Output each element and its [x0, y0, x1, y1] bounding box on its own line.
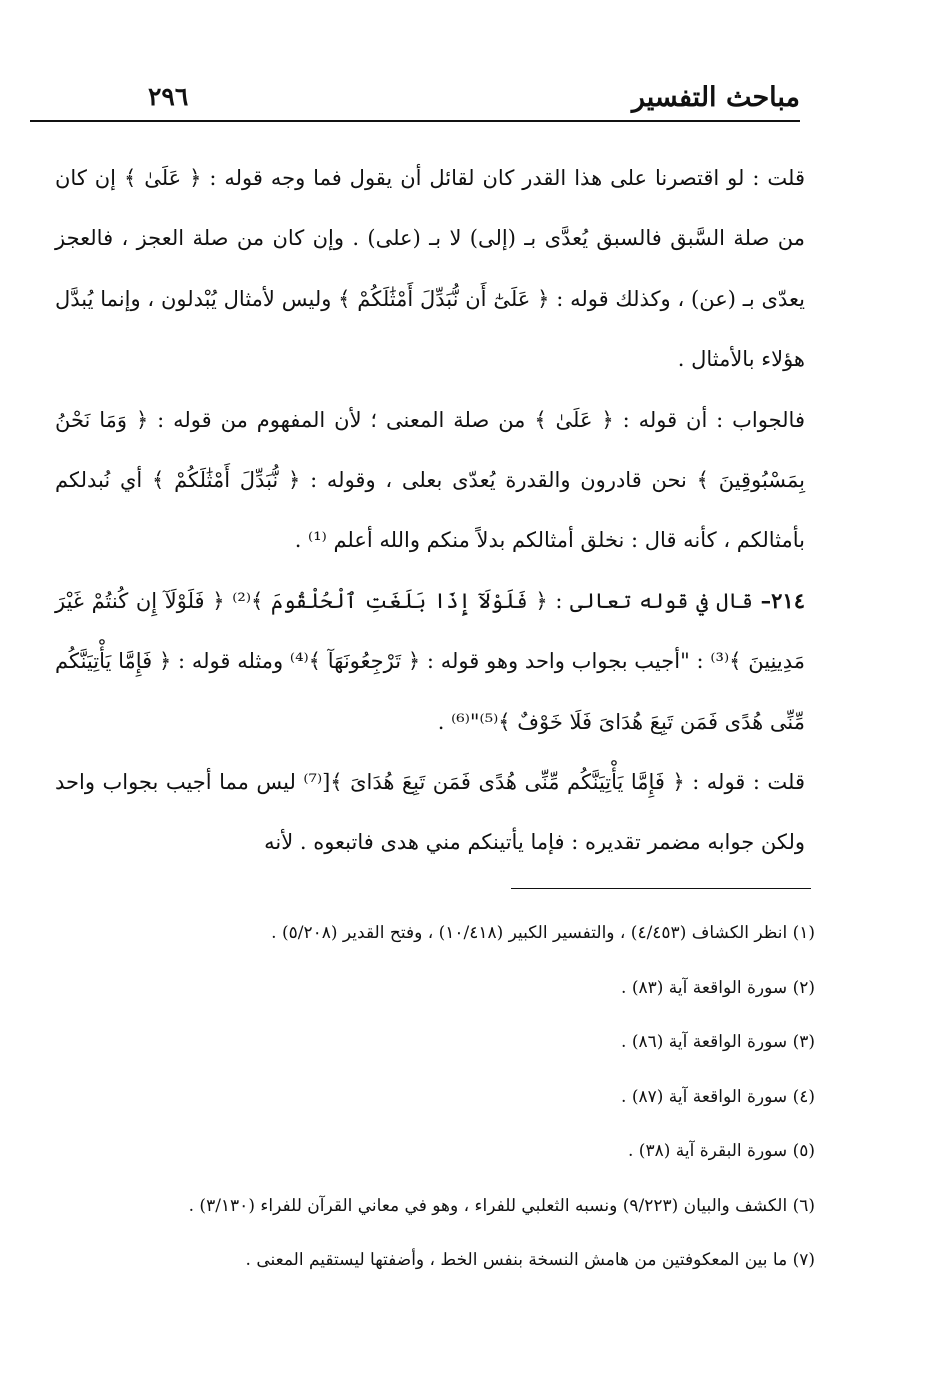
- text-line: إن كان من صلة السَّبق فالسبق يُعدَّى بـ (إلى) لا بـ (على) . وإن كان من صلة: [55, 166, 805, 251]
- footnote-7: (٧) ما بين المعكوفتين من هامش النسخة بنفس الخط ، وأضفتها ليستقيم المعنى .: [245, 1250, 815, 1270]
- page-header: [30, 78, 800, 118]
- entry-number: ٢١٤–: [760, 587, 805, 613]
- text-line: هُدًى فَمَن تَبِعَ هُدَاىَ فَلَا خَوْفٌ ﴾⁽⁵⁾"⁽⁶⁾ .: [437, 709, 764, 734]
- footnote-3: (٣) سورة الواقعة آية (٨٦) .: [621, 1032, 815, 1052]
- text-line: لأمثال يُبْدلون ، وإنما يُبدَّل هؤلاء بالأمثال .: [55, 286, 805, 372]
- text-line: قال في قوله تعالى : ﴿ فَلَوْلَآ إِذَا بَلَغَتِ ٱلْحُلْقُومَ ﴾⁽²⁾ ﴿ فَلَوْلَآ إِن كُنتُمْ غَيْرَ مَدِينِينَ ﴾⁽³⁾ :: [55, 588, 805, 674]
- text-line: العجز ، فالعجز يعدّى بـ (عن) ، وكذلك قوله : ﴿ عَلَىٰٓ أَن نُّبَدِّلَ أَمْثَٰلَكُمْ ﴾ وليس: [55, 226, 805, 311]
- running-title: مباحث التفسير: [631, 82, 800, 113]
- page-number: ٢٩٦: [148, 82, 189, 111]
- footnote-6: (٦) الكشف والبيان (٩/٢٢٣) ونسبه الثعلبي للفراء ، وهو في معاني القرآن للفراء (٣/١٣٠) .: [188, 1195, 815, 1216]
- main-text: [55, 148, 805, 873]
- header-rule: [30, 120, 800, 122]
- text-line: فالجواب : أن قوله : ﴿ عَلَىٰ ﴾ من صلة المعنى ؛ لأن المفهوم من قوله : ﴿ وَمَا نَحْنُ: [55, 407, 805, 432]
- footnotes: [55, 906, 815, 1288]
- text-line: قلت : لو اقتصرنا على هذا القدر كان لقائل أن يقول فما وجه قوله : ﴿ عَلَىٰ ﴾: [123, 166, 805, 190]
- text-line: بجواب واحد ولكن جوابه مضمر تقديره : فإما يأتينكم مني هدى فاتبعوه . لأنه: [55, 770, 805, 855]
- text-line: بِمَسْبُوقِينَ ﴾ نحن قادرون والقدرة يُعدّى بعلى ، وقوله : ﴿ نُّبَدِّلَ أَمْثَٰلَكُمْ ﴾ أي: [119, 468, 805, 493]
- footnote-4: (٤) سورة الواقعة آية (٨٧) .: [621, 1086, 815, 1107]
- footnote-separator: [511, 888, 811, 889]
- text-line: "أجيب بجواب واحد وهو قوله : ﴿ تَرْجِعُونَهَآ ﴾⁽⁴⁾ ومثله قوله : ﴿ فَإِمَّا يَأْتِيَنَّكُم مِّنِّى: [55, 649, 805, 734]
- footnote-1: (١) انظر الكشاف (٤/٤٥٣) ، والتفسير الكبير (١٠/٤١٨) ، وفتح القدير (٥/٢٠٨) .: [271, 923, 815, 943]
- text-line: نُبدلكم بأمثالكم ، كأنه قال : نخلق أمثالكم بدلاً منكم والله أعلم ⁽¹⁾ .: [55, 468, 805, 553]
- footnote-5: (٥) سورة البقرة آية (٣٨) .: [627, 1141, 815, 1161]
- paragraph-comment: [55, 752, 805, 873]
- text-line: قلت : قوله : ﴿ فَإِمَّا يَأْتِيَنَّكُم مِّنِّى هُدًى فَمَن تَبِعَ هُدَاىَ ﴾[⁽⁷⁾ ليس مما أجيب: [165, 770, 805, 795]
- paragraph-question: [55, 148, 805, 390]
- paragraph-answer: [55, 390, 805, 571]
- paragraph-214: [55, 571, 805, 752]
- footnote-2: (٢) سورة الواقعة آية (٨٣) .: [621, 977, 815, 998]
